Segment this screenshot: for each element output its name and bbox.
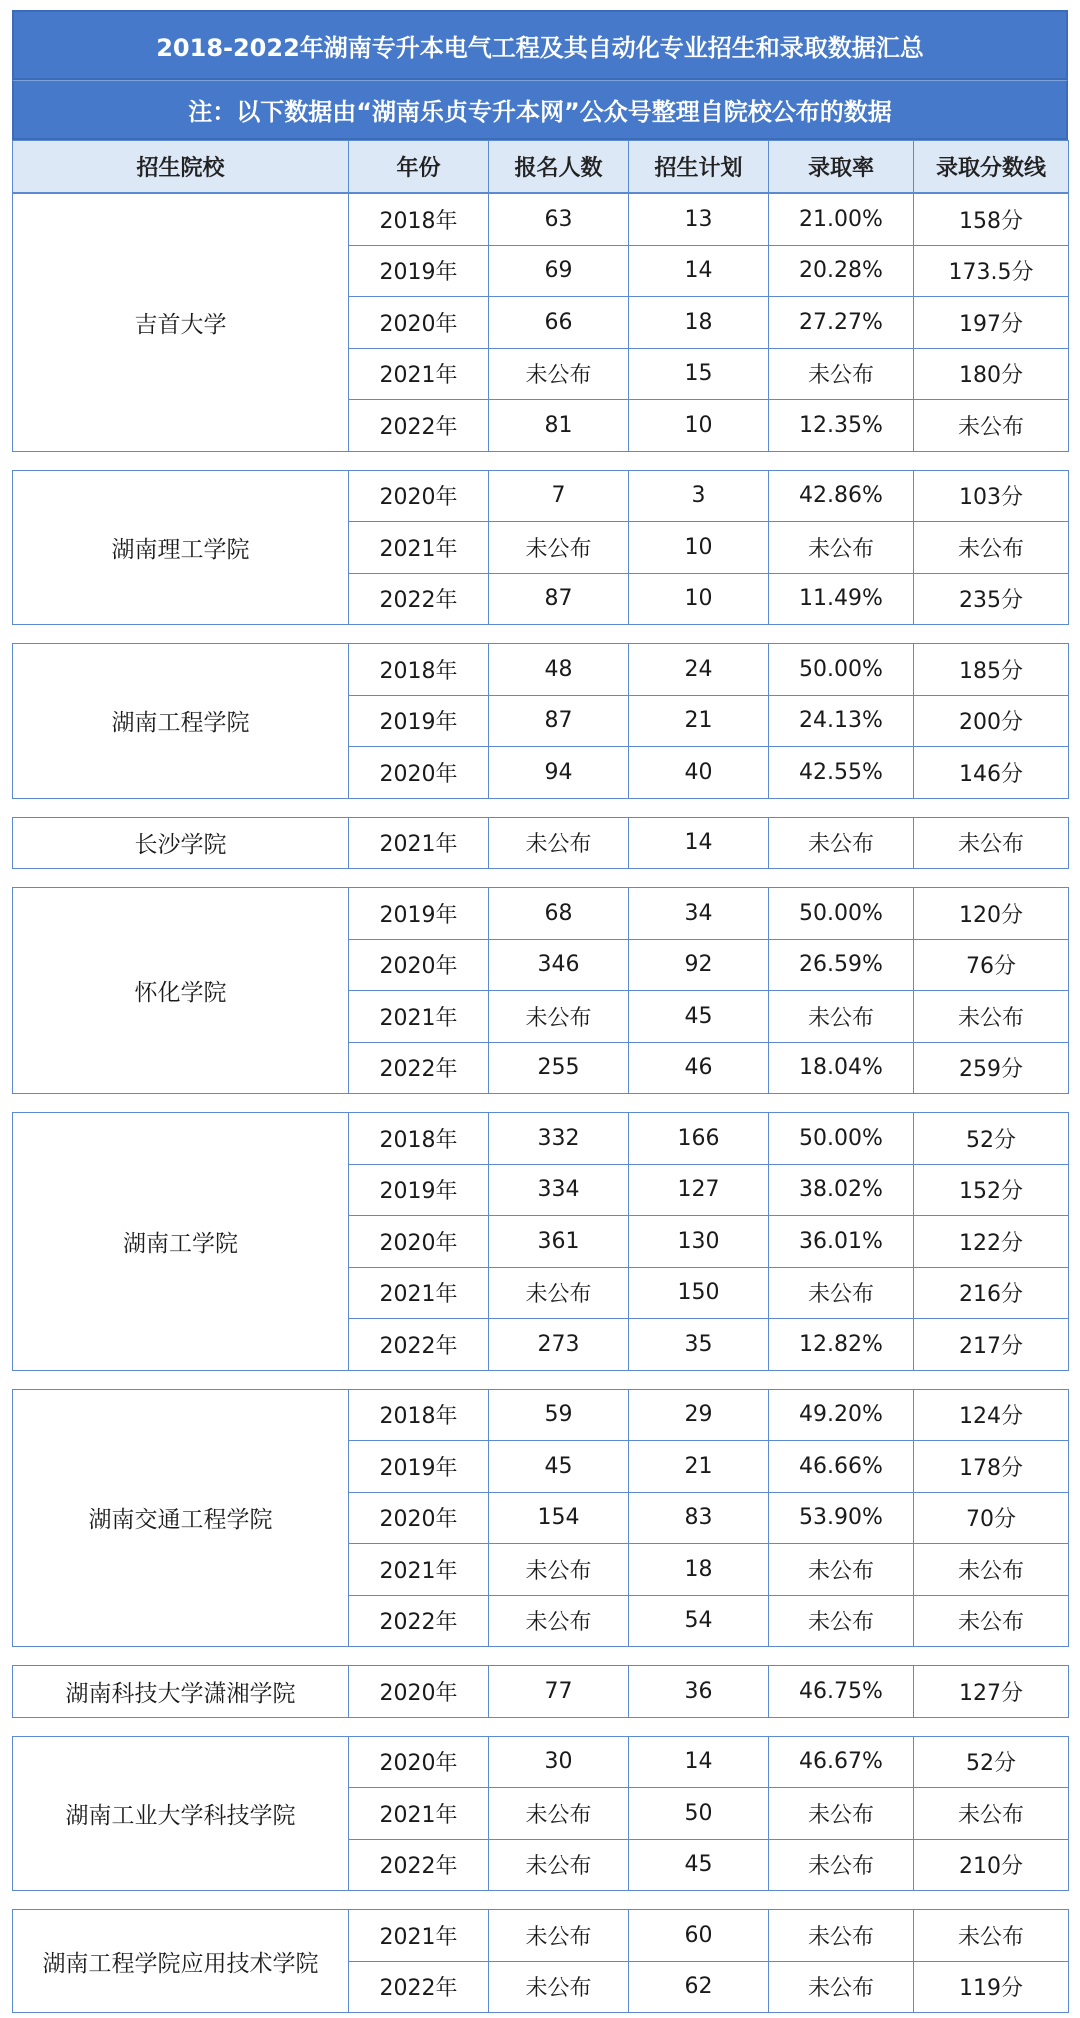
school-table [12, 887, 1069, 1094]
cell-score: 200分 [914, 695, 1069, 747]
cell-year: 2021年 [349, 1544, 489, 1596]
cell-score: 103分 [914, 470, 1069, 522]
school-table [12, 1665, 1069, 1718]
cell-year: 2021年 [349, 991, 489, 1043]
cell-applicants: 30 [489, 1736, 629, 1788]
cell-score: 未公布 [914, 522, 1069, 574]
cell-plan: 21 [629, 695, 769, 747]
school-name: 湖南工学院 [13, 1113, 349, 1371]
cell-year: 2021年 [349, 817, 489, 869]
group-gap [12, 869, 1068, 887]
cell-rate: 未公布 [769, 1544, 914, 1596]
cell-rate: 未公布 [769, 1595, 914, 1647]
table-row [13, 1666, 1069, 1718]
cell-plan: 14 [629, 1736, 769, 1788]
cell-score: 未公布 [914, 1910, 1069, 1962]
cell-plan: 13 [629, 194, 769, 246]
cell-rate: 未公布 [769, 348, 914, 400]
cell-applicants: 未公布 [489, 991, 629, 1043]
cell-rate: 26.59% [769, 939, 914, 991]
cell-year: 2021年 [349, 1267, 489, 1319]
group-gap [12, 1718, 1068, 1736]
school-name: 湖南工程学院应用技术学院 [13, 1910, 349, 2013]
cell-plan: 150 [629, 1267, 769, 1319]
cell-year: 2019年 [349, 695, 489, 747]
cell-rate: 未公布 [769, 1839, 914, 1891]
cell-applicants: 未公布 [489, 1267, 629, 1319]
cell-applicants: 332 [489, 1113, 629, 1165]
cell-plan: 50 [629, 1788, 769, 1840]
cell-rate: 未公布 [769, 1961, 914, 2013]
cell-applicants: 未公布 [489, 1839, 629, 1891]
table-row [13, 817, 1069, 869]
cell-applicants: 255 [489, 1042, 629, 1094]
header-plan: 招生计划 [629, 141, 769, 193]
cell-score: 52分 [914, 1113, 1069, 1165]
cell-applicants: 68 [489, 888, 629, 940]
cell-score: 185分 [914, 644, 1069, 696]
cell-rate: 12.82% [769, 1319, 914, 1371]
cell-rate: 未公布 [769, 1788, 914, 1840]
table-row [13, 470, 1069, 522]
cell-rate: 未公布 [769, 522, 914, 574]
cell-year: 2019年 [349, 888, 489, 940]
school-table [12, 643, 1069, 799]
group-gap [12, 1371, 1068, 1389]
cell-score: 216分 [914, 1267, 1069, 1319]
cell-applicants: 334 [489, 1164, 629, 1216]
table-row [13, 644, 1069, 696]
school-name: 湖南交通工程学院 [13, 1389, 349, 1647]
cell-rate: 未公布 [769, 1910, 914, 1962]
table-row [13, 1736, 1069, 1788]
cell-score: 124分 [914, 1389, 1069, 1441]
cell-rate: 18.04% [769, 1042, 914, 1094]
cell-score: 152分 [914, 1164, 1069, 1216]
page-title: 2018-2022年湖南专升本电气工程及其自动化专业招生和录取数据汇总 [12, 10, 1068, 80]
cell-rate: 未公布 [769, 817, 914, 869]
cell-plan: 83 [629, 1492, 769, 1544]
header-year: 年份 [349, 141, 489, 193]
cell-score: 259分 [914, 1042, 1069, 1094]
cell-applicants: 346 [489, 939, 629, 991]
cell-year: 2022年 [349, 1839, 489, 1891]
cell-score: 178分 [914, 1441, 1069, 1493]
cell-plan: 127 [629, 1164, 769, 1216]
cell-plan: 18 [629, 297, 769, 349]
cell-score: 52分 [914, 1736, 1069, 1788]
cell-year: 2019年 [349, 1164, 489, 1216]
cell-applicants: 361 [489, 1216, 629, 1268]
cell-score: 173.5分 [914, 245, 1069, 297]
cell-year: 2022年 [349, 400, 489, 452]
school-table [12, 1389, 1069, 1648]
table-row [13, 1389, 1069, 1441]
cell-applicants: 154 [489, 1492, 629, 1544]
cell-score: 127分 [914, 1666, 1069, 1718]
school-name: 湖南工业大学科技学院 [13, 1736, 349, 1891]
cell-score: 122分 [914, 1216, 1069, 1268]
cell-plan: 14 [629, 245, 769, 297]
header-score: 录取分数线 [914, 141, 1069, 193]
cell-year: 2022年 [349, 1595, 489, 1647]
cell-rate: 42.55% [769, 747, 914, 799]
cell-score: 158分 [914, 194, 1069, 246]
cell-plan: 35 [629, 1319, 769, 1371]
cell-year: 2019年 [349, 245, 489, 297]
cell-rate: 49.20% [769, 1389, 914, 1441]
cell-score: 未公布 [914, 1788, 1069, 1840]
cell-year: 2022年 [349, 573, 489, 625]
cell-plan: 62 [629, 1961, 769, 2013]
cell-plan: 130 [629, 1216, 769, 1268]
cell-rate: 24.13% [769, 695, 914, 747]
cell-year: 2020年 [349, 1736, 489, 1788]
school-name: 吉首大学 [13, 194, 349, 452]
cell-plan: 92 [629, 939, 769, 991]
cell-score: 210分 [914, 1839, 1069, 1891]
cell-score: 180分 [914, 348, 1069, 400]
cell-plan: 10 [629, 573, 769, 625]
cell-score: 235分 [914, 573, 1069, 625]
school-groups [12, 193, 1068, 2013]
cell-plan: 40 [629, 747, 769, 799]
cell-applicants: 48 [489, 644, 629, 696]
cell-score: 119分 [914, 1961, 1069, 2013]
school-table [12, 817, 1069, 870]
cell-score: 70分 [914, 1492, 1069, 1544]
cell-applicants: 未公布 [489, 522, 629, 574]
cell-plan: 21 [629, 1441, 769, 1493]
cell-year: 2021年 [349, 1788, 489, 1840]
cell-applicants: 63 [489, 194, 629, 246]
cell-year: 2020年 [349, 939, 489, 991]
cell-plan: 36 [629, 1666, 769, 1718]
cell-applicants: 81 [489, 400, 629, 452]
header-school: 招生院校 [13, 141, 349, 193]
school-name: 湖南科技大学潇湘学院 [13, 1666, 349, 1718]
cell-applicants: 7 [489, 470, 629, 522]
cell-year: 2022年 [349, 1042, 489, 1094]
cell-rate: 12.35% [769, 400, 914, 452]
cell-applicants: 87 [489, 573, 629, 625]
cell-score: 197分 [914, 297, 1069, 349]
cell-year: 2018年 [349, 1113, 489, 1165]
school-name: 湖南理工学院 [13, 470, 349, 625]
cell-year: 2018年 [349, 194, 489, 246]
cell-year: 2020年 [349, 747, 489, 799]
group-gap [12, 452, 1068, 470]
cell-applicants: 94 [489, 747, 629, 799]
cell-plan: 166 [629, 1113, 769, 1165]
cell-score: 未公布 [914, 817, 1069, 869]
cell-score: 未公布 [914, 1595, 1069, 1647]
cell-plan: 60 [629, 1910, 769, 1962]
cell-applicants: 未公布 [489, 348, 629, 400]
header-table [12, 140, 1069, 193]
cell-plan: 10 [629, 400, 769, 452]
cell-rate: 36.01% [769, 1216, 914, 1268]
cell-plan: 45 [629, 1839, 769, 1891]
cell-year: 2019年 [349, 1441, 489, 1493]
cell-rate: 未公布 [769, 1267, 914, 1319]
cell-applicants: 59 [489, 1389, 629, 1441]
cell-applicants: 87 [489, 695, 629, 747]
group-gap [12, 1891, 1068, 1909]
cell-plan: 34 [629, 888, 769, 940]
cell-plan: 15 [629, 348, 769, 400]
cell-year: 2020年 [349, 1492, 489, 1544]
cell-score: 未公布 [914, 400, 1069, 452]
cell-rate: 21.00% [769, 194, 914, 246]
cell-rate: 20.28% [769, 245, 914, 297]
cell-year: 2018年 [349, 1389, 489, 1441]
header-row [13, 141, 1069, 193]
group-gap [12, 1094, 1068, 1112]
cell-applicants: 未公布 [489, 1910, 629, 1962]
cell-year: 2021年 [349, 1910, 489, 1962]
cell-year: 2021年 [349, 522, 489, 574]
group-gap [12, 625, 1068, 643]
cell-rate: 50.00% [769, 1113, 914, 1165]
cell-plan: 10 [629, 522, 769, 574]
school-name: 怀化学院 [13, 888, 349, 1094]
table-row [13, 1113, 1069, 1165]
table-row [13, 194, 1069, 246]
group-gap [12, 799, 1068, 817]
cell-score: 未公布 [914, 991, 1069, 1043]
cell-year: 2020年 [349, 470, 489, 522]
cell-applicants: 未公布 [489, 817, 629, 869]
table-row [13, 888, 1069, 940]
cell-rate: 50.00% [769, 644, 914, 696]
cell-plan: 45 [629, 991, 769, 1043]
cell-plan: 14 [629, 817, 769, 869]
cell-score: 146分 [914, 747, 1069, 799]
cell-year: 2020年 [349, 297, 489, 349]
cell-rate: 50.00% [769, 888, 914, 940]
cell-applicants: 未公布 [489, 1788, 629, 1840]
cell-rate: 11.49% [769, 573, 914, 625]
cell-plan: 46 [629, 1042, 769, 1094]
school-table [12, 1112, 1069, 1371]
cell-applicants: 未公布 [489, 1961, 629, 2013]
cell-year: 2022年 [349, 1319, 489, 1371]
page [12, 0, 1068, 2013]
cell-plan: 24 [629, 644, 769, 696]
cell-year: 2018年 [349, 644, 489, 696]
cell-year: 2021年 [349, 348, 489, 400]
cell-score: 120分 [914, 888, 1069, 940]
cell-rate: 未公布 [769, 991, 914, 1043]
header-applicants: 报名人数 [489, 141, 629, 193]
cell-score: 76分 [914, 939, 1069, 991]
cell-year: 2022年 [349, 1961, 489, 2013]
cell-score: 217分 [914, 1319, 1069, 1371]
group-gap [12, 1647, 1068, 1665]
cell-score: 未公布 [914, 1544, 1069, 1596]
cell-plan: 18 [629, 1544, 769, 1596]
cell-rate: 46.67% [769, 1736, 914, 1788]
cell-year: 2020年 [349, 1666, 489, 1718]
cell-applicants: 66 [489, 297, 629, 349]
cell-rate: 27.27% [769, 297, 914, 349]
cell-applicants: 273 [489, 1319, 629, 1371]
school-name: 长沙学院 [13, 817, 349, 869]
cell-rate: 46.75% [769, 1666, 914, 1718]
header-rate: 录取率 [769, 141, 914, 193]
table-row [13, 1910, 1069, 1962]
school-name: 湖南工程学院 [13, 644, 349, 799]
cell-rate: 42.86% [769, 470, 914, 522]
cell-plan: 3 [629, 470, 769, 522]
cell-applicants: 77 [489, 1666, 629, 1718]
cell-plan: 54 [629, 1595, 769, 1647]
cell-year: 2020年 [349, 1216, 489, 1268]
school-table [12, 1909, 1069, 2013]
cell-applicants: 未公布 [489, 1595, 629, 1647]
cell-rate: 46.66% [769, 1441, 914, 1493]
school-table [12, 1736, 1069, 1892]
cell-rate: 53.90% [769, 1492, 914, 1544]
source-note: 注：以下数据由“湖南乐贞专升本网”公众号整理自院校公布的数据 [12, 80, 1068, 140]
school-table [12, 470, 1069, 626]
cell-applicants: 69 [489, 245, 629, 297]
school-table [12, 193, 1069, 452]
cell-plan: 29 [629, 1389, 769, 1441]
cell-rate: 38.02% [769, 1164, 914, 1216]
cell-applicants: 45 [489, 1441, 629, 1493]
cell-applicants: 未公布 [489, 1544, 629, 1596]
